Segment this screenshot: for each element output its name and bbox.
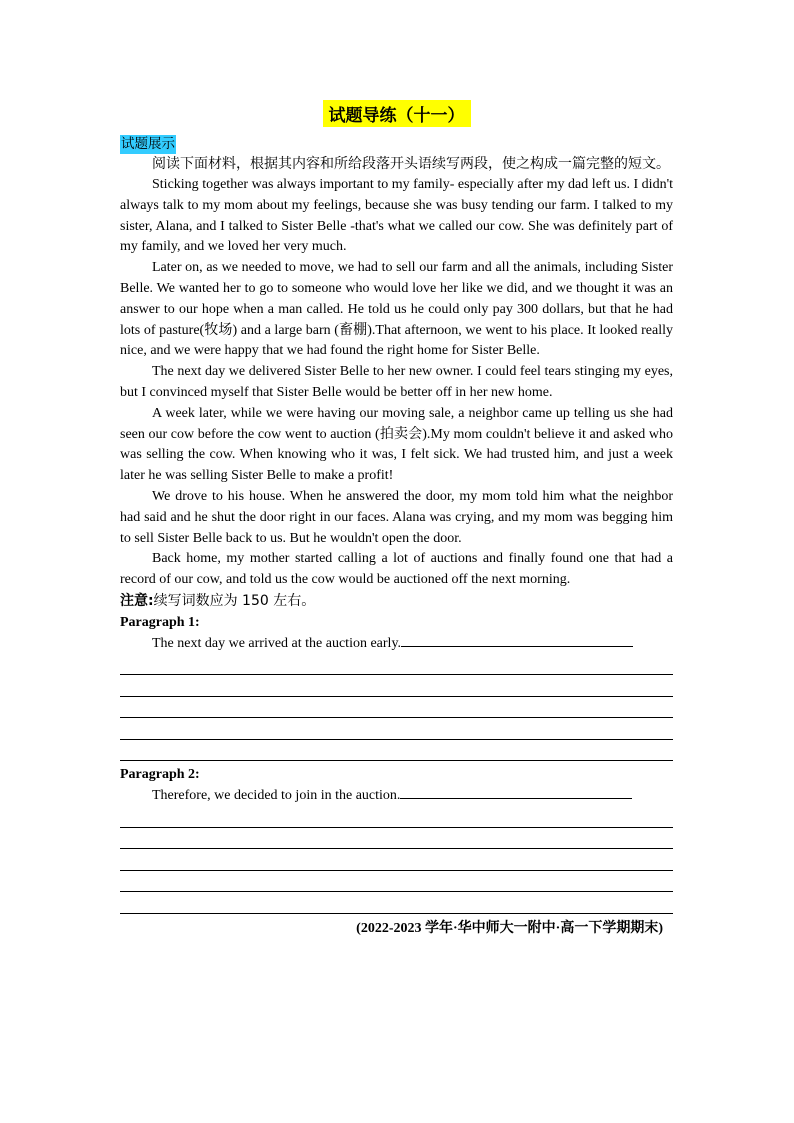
paragraph1-starter-row xyxy=(120,633,673,654)
paragraph2-starter: Therefore, we decided to join in the auction. xyxy=(152,788,401,804)
note-text: 续写词数应为 150 左右。 xyxy=(153,592,316,609)
passage-paragraph: The next day we delivered Sister Belle to her new owner. I could feel tears stinging my eyes, but I convinced myself that Sister Belle would be better off in her new home. xyxy=(120,364,673,400)
paragraph1-writing-lines[interactable] xyxy=(120,654,673,762)
paragraph2-writing-lines[interactable] xyxy=(120,806,673,914)
section-label: 试题展示 xyxy=(121,136,175,152)
title-wrap xyxy=(120,100,673,127)
section-label-row xyxy=(120,135,673,154)
passage-paragraph: Sticking together was always important to my family- especially after my dad left us. I didn't always talk to my mom about my feelings, because she was busy tending our farm. I talked to my sister, Alana, and I talked to Sister Belle -that's what we called our cow. She was definitely part of my family, and we loved her very much. xyxy=(120,177,673,255)
writing-line[interactable] xyxy=(120,806,673,828)
paragraph2-blank-line[interactable] xyxy=(400,785,632,799)
writing-line[interactable] xyxy=(120,849,673,871)
paragraph1-blank-line[interactable] xyxy=(401,633,633,647)
page-title: 试题导练（十一） xyxy=(323,100,471,127)
passage-paragraph: We drove to his house. When he answered the door, my mom told him what the neighbor had said and he shut the door right in our faces. Alana was crying, and my mom was begging him to sell Sister Belle back to us. But he wouldn't open the door. xyxy=(120,488,673,546)
paragraph1-heading: Paragraph 1: xyxy=(120,614,200,630)
source-citation: (2022-2023 学年·华中师大一附中·高一下学期期末) xyxy=(356,920,663,936)
note xyxy=(120,591,673,611)
writing-line[interactable] xyxy=(120,740,673,762)
worksheet-page xyxy=(120,100,673,937)
writing-line[interactable] xyxy=(120,654,673,676)
writing-line[interactable] xyxy=(120,892,673,914)
note-label: 注意: xyxy=(120,592,154,609)
writing-line[interactable] xyxy=(120,828,673,850)
writing-line[interactable] xyxy=(120,718,673,740)
paragraph1-starter: The next day we arrived at the auction early. xyxy=(152,635,402,651)
paragraph2-starter-row xyxy=(120,785,673,806)
paragraph2-heading: Paragraph 2: xyxy=(120,767,200,783)
passage-paragraph: Later on, as we needed to move, we had to sell our farm and all the animals, including Sister Belle. We wanted her to go to someone who would love her like we did, and we thought it was an answer to our hope when a man called. He told us he could only pay 300 dollars, but that he had lots of pasture(牧场) and a large barn (畜棚).That afternoon, we went to his place. It looked really nice, and we were happy that we had found the right home for Sister Belle. xyxy=(120,260,673,359)
reading-passage xyxy=(120,175,673,591)
instruction-text: 阅读下面材料，根据其内容和所给段落开头语续写两段，使之构成一篇完整的短文。 xyxy=(152,156,670,172)
writing-line[interactable] xyxy=(120,697,673,719)
writing-line[interactable] xyxy=(120,675,673,697)
passage-paragraph: A week later, while we were having our moving sale, a neighbor came up telling us she had seen our cow before the cow went to auction (拍卖会).My mom couldn't believe it and asked who was selling the cow. When knowing who it was, I felt sick. We had trusted him, and just a week later he was selling Sister Belle to make a profit! xyxy=(120,405,673,484)
writing-line[interactable] xyxy=(120,871,673,893)
passage-paragraph: Back home, my mother started calling a lot of auctions and finally found one that had a record of our cow, and told us the cow would be auctioned off the next morning. xyxy=(120,551,673,588)
